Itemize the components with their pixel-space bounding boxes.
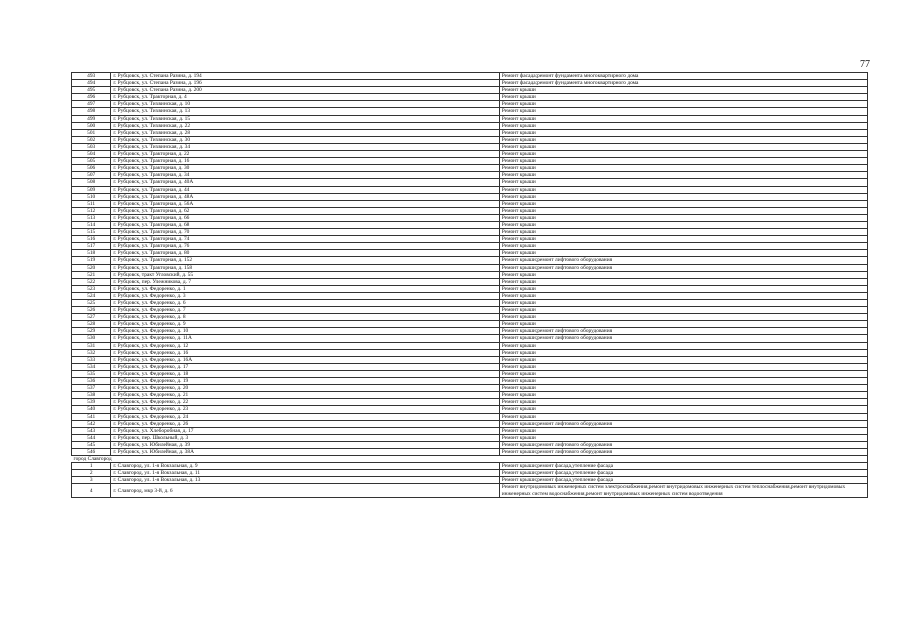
rubtsovsk-rows bbox=[72, 73, 868, 456]
row-number: 533 bbox=[72, 356, 111, 363]
row-address: г. Рубцовск, ул. Степана Разина, д. 200 bbox=[111, 87, 499, 94]
row-work-type: Ремонт крыши bbox=[499, 236, 867, 243]
table-row bbox=[72, 441, 868, 448]
row-work-type: Ремонт крыши bbox=[499, 101, 867, 108]
row-work-type: Ремонт крыши bbox=[499, 186, 867, 193]
row-number: 501 bbox=[72, 129, 111, 136]
row-address: г. Рубцовск, ул. Степана Разина, д. 196 bbox=[111, 80, 499, 87]
table-row bbox=[72, 328, 868, 335]
row-work-type: Ремонт крыши bbox=[499, 413, 867, 420]
row-number: 503 bbox=[72, 143, 111, 150]
table-row bbox=[72, 207, 868, 214]
table-row bbox=[72, 165, 868, 172]
table-row bbox=[72, 158, 868, 165]
row-number: 541 bbox=[72, 413, 111, 420]
row-address: г. Рубцовск, ул. Тракторная, д. 74 bbox=[111, 236, 499, 243]
row-work-type: Ремонт крыши bbox=[499, 349, 867, 356]
row-address: г. Рубцовск, ул. Федоренко, д. 21 bbox=[111, 392, 499, 399]
row-number: 526 bbox=[72, 307, 111, 314]
table-row bbox=[72, 87, 868, 94]
row-address: г. Рубцовск, ул. Юбилейная, д. 39 bbox=[111, 441, 499, 448]
row-address: г. Рубцовск, ул. Федоренко, д. 1 bbox=[111, 285, 499, 292]
row-work-type: Ремонт крыши bbox=[499, 392, 867, 399]
table-row bbox=[72, 427, 868, 434]
row-address: г. Рубцовск, ул. Тихвинская, д. 28 bbox=[111, 129, 499, 136]
table-row bbox=[72, 356, 868, 363]
row-address: г. Рубцовск, ул. Федоренко, д. 10 bbox=[111, 328, 499, 335]
table-row bbox=[72, 136, 868, 143]
table-row bbox=[72, 300, 868, 307]
row-address: г. Рубцовск, ул. Федоренко, д. 26 bbox=[111, 420, 499, 427]
table-row bbox=[72, 307, 868, 314]
table-row bbox=[72, 285, 868, 292]
table-row bbox=[72, 335, 868, 342]
row-address: г. Рубцовск, ул. Тихвинская, д. 30 bbox=[111, 136, 499, 143]
row-number: 496 bbox=[72, 94, 111, 101]
row-address: г. Рубцовск, ул. Степана Разина, д. 194 bbox=[111, 73, 499, 80]
row-address: г. Рубцовск, ул. Тракторная, д. 66 bbox=[111, 214, 499, 221]
row-work-type: Ремонт крыши bbox=[499, 342, 867, 349]
row-work-type: Ремонт крыши bbox=[499, 129, 867, 136]
row-number: 499 bbox=[72, 115, 111, 122]
row-number: 500 bbox=[72, 122, 111, 129]
table-row bbox=[72, 94, 868, 101]
table-row bbox=[72, 413, 868, 420]
row-work-type: Ремонт крыши;ремонт фасада,утепление фасада bbox=[499, 470, 867, 477]
row-address: г. Рубцовск, ул. Тракторная, д. 70 bbox=[111, 229, 499, 236]
row-work-type: Ремонт крыши bbox=[499, 94, 867, 101]
row-work-type: Ремонт крыши bbox=[499, 378, 867, 385]
row-work-type: Ремонт фасада;ремонт фундамента многоквартирного дома bbox=[499, 73, 867, 80]
row-address: г. Рубцовск, ул. Федоренко, д. 20 bbox=[111, 385, 499, 392]
row-address: г. Рубцовск, ул. Тракторная, д. 158 bbox=[111, 264, 499, 271]
table-row bbox=[72, 448, 868, 455]
row-address: г. Рубцовск, ул. Юбилейная, д. 38А bbox=[111, 448, 499, 455]
row-work-type: Ремонт крыши bbox=[499, 136, 867, 143]
row-address: г. Рубцовск, ул. Федоренко, д. 12 bbox=[111, 342, 499, 349]
row-number: 522 bbox=[72, 278, 111, 285]
row-work-type: Ремонт крыши bbox=[499, 87, 867, 94]
row-address: г. Рубцовск, ул. Федоренко, д. 17 bbox=[111, 363, 499, 370]
row-work-type: Ремонт крыши;ремонт фасада,утепление фасада bbox=[499, 477, 867, 484]
row-work-type: Ремонт крыши bbox=[499, 356, 867, 363]
row-address: г. Рубцовск, ул. Тракторная, д. 68 bbox=[111, 221, 499, 228]
row-address: г. Рубцовск, пер. Школьный, д. 3 bbox=[111, 434, 499, 441]
row-address: г. Славгород, ул. 1-я Вокзальная, д. 13 bbox=[111, 477, 499, 484]
row-work-type: Ремонт крыши;ремонт лифтового оборудования bbox=[499, 335, 867, 342]
row-work-type: Ремонт крыши bbox=[499, 243, 867, 250]
row-work-type: Ремонт крыши bbox=[499, 314, 867, 321]
table-row bbox=[72, 129, 868, 136]
row-work-type: Ремонт крыши bbox=[499, 406, 867, 413]
table-row bbox=[72, 385, 868, 392]
row-number: 545 bbox=[72, 441, 111, 448]
table-row bbox=[72, 271, 868, 278]
row-number: 523 bbox=[72, 285, 111, 292]
row-number: 542 bbox=[72, 420, 111, 427]
row-number: 513 bbox=[72, 214, 111, 221]
table-row bbox=[72, 250, 868, 257]
row-address: г. Славгород, ул. 1-я Вокзальная, д. 9 bbox=[111, 463, 499, 470]
table-row bbox=[72, 406, 868, 413]
table-row bbox=[72, 278, 868, 285]
page-number: 77 bbox=[860, 59, 870, 70]
slavgorod-section bbox=[72, 456, 868, 498]
row-address: г. Рубцовск, ул. Федоренко, д. 11А bbox=[111, 335, 499, 342]
row-address: г. Рубцовск, ул. Федоренко, д. 16А bbox=[111, 356, 499, 363]
row-number: 1 bbox=[72, 463, 111, 470]
table-row bbox=[72, 193, 868, 200]
table-row bbox=[72, 101, 868, 108]
row-address: г. Рубцовск, ул. Тракторная, д. 152 bbox=[111, 257, 499, 264]
row-address: г. Рубцовск, ул. Тракторная, д. 30 bbox=[111, 165, 499, 172]
row-work-type: Ремонт крыши;ремонт лифтового оборудования bbox=[499, 448, 867, 455]
row-address: г. Рубцовск, ул. Тракторная, д. 62 bbox=[111, 207, 499, 214]
row-address: г. Рубцовск, ул. Тракторная, д. 4 bbox=[111, 94, 499, 101]
table-row bbox=[72, 463, 868, 470]
row-address: г. Рубцовск, ул. Тракторная, д. 76 bbox=[111, 243, 499, 250]
table-row bbox=[72, 122, 868, 129]
repair-program-table bbox=[71, 72, 868, 498]
table-row bbox=[72, 229, 868, 236]
table-row bbox=[72, 221, 868, 228]
table-row bbox=[72, 378, 868, 385]
table-row bbox=[72, 236, 868, 243]
table-row bbox=[72, 434, 868, 441]
row-number: 494 bbox=[72, 80, 111, 87]
table-row bbox=[72, 73, 868, 80]
table-row bbox=[72, 470, 868, 477]
row-number: 502 bbox=[72, 136, 111, 143]
row-address: г. Рубцовск, ул. Тракторная, д. 22 bbox=[111, 151, 499, 158]
row-work-type: Ремонт крыши bbox=[499, 108, 867, 115]
row-number: 3 bbox=[72, 477, 111, 484]
row-number: 2 bbox=[72, 470, 111, 477]
row-address: г. Рубцовск, ул. Тракторная, д. 44 bbox=[111, 186, 499, 193]
row-work-type: Ремонт крыши bbox=[499, 292, 867, 299]
row-number: 506 bbox=[72, 165, 111, 172]
row-address: г. Рубцовск, ул. Тихвинская, д. 34 bbox=[111, 143, 499, 150]
row-number: 511 bbox=[72, 200, 111, 207]
table-row bbox=[72, 392, 868, 399]
row-number: 528 bbox=[72, 321, 111, 328]
row-work-type: Ремонт крыши bbox=[499, 214, 867, 221]
row-work-type: Ремонт крыши bbox=[499, 158, 867, 165]
row-number: 527 bbox=[72, 314, 111, 321]
row-address: г. Рубцовск, ул. Федоренко, д. 24 bbox=[111, 413, 499, 420]
row-number: 505 bbox=[72, 158, 111, 165]
table-row bbox=[72, 342, 868, 349]
table-row bbox=[72, 399, 868, 406]
table-row bbox=[72, 370, 868, 377]
row-number: 520 bbox=[72, 264, 111, 271]
row-number: 514 bbox=[72, 221, 111, 228]
row-work-type: Ремонт крыши bbox=[499, 179, 867, 186]
row-work-type: Ремонт крыши bbox=[499, 165, 867, 172]
row-number: 534 bbox=[72, 363, 111, 370]
row-address: г. Рубцовск, ул. Федоренко, д. 22 bbox=[111, 399, 499, 406]
row-work-type: Ремонт крыши;ремонт лифтового оборудования bbox=[499, 264, 867, 271]
row-address: г. Рубцовск, ул. Хлеборобная, д. 17 bbox=[111, 427, 499, 434]
row-work-type: Ремонт крыши bbox=[499, 122, 867, 129]
table-row bbox=[72, 314, 868, 321]
row-number: 508 bbox=[72, 179, 111, 186]
row-number: 519 bbox=[72, 257, 111, 264]
table-row bbox=[72, 363, 868, 370]
row-work-type: Ремонт крыши bbox=[499, 151, 867, 158]
row-number: 509 bbox=[72, 186, 111, 193]
table-row bbox=[72, 264, 868, 271]
table-row bbox=[72, 200, 868, 207]
row-work-type: Ремонт крыши;ремонт лифтового оборудования bbox=[499, 257, 867, 264]
row-address: г. Рубцовск, ул. Федоренко, д. 7 bbox=[111, 307, 499, 314]
row-number: 524 bbox=[72, 292, 111, 299]
row-work-type: Ремонт крыши bbox=[499, 115, 867, 122]
row-number: 515 bbox=[72, 229, 111, 236]
row-number: 535 bbox=[72, 370, 111, 377]
row-work-type: Ремонт крыши bbox=[499, 385, 867, 392]
row-address: г. Рубцовск, ул. Тихвинская, д. 15 bbox=[111, 115, 499, 122]
row-number: 538 bbox=[72, 392, 111, 399]
row-work-type: Ремонт крыши bbox=[499, 321, 867, 328]
row-address: г. Рубцовск, ул. Федоренко, д. 9 bbox=[111, 321, 499, 328]
row-address: г. Рубцовск, ул. Федоренко, д. 23 bbox=[111, 406, 499, 413]
row-work-type: Ремонт крыши;ремонт лифтового оборудования bbox=[499, 441, 867, 448]
row-work-type: Ремонт крыши;ремонт лифтового оборудования bbox=[499, 420, 867, 427]
row-number: 530 bbox=[72, 335, 111, 342]
row-work-type: Ремонт крыши bbox=[499, 427, 867, 434]
row-number: 516 bbox=[72, 236, 111, 243]
row-work-type: Ремонт крыши bbox=[499, 229, 867, 236]
table-row bbox=[72, 243, 868, 250]
table-row bbox=[72, 477, 868, 484]
row-number: 546 bbox=[72, 448, 111, 455]
row-work-type: Ремонт крыши bbox=[499, 399, 867, 406]
row-address: г. Рубцовск, ул. Тракторная, д. 40А bbox=[111, 179, 499, 186]
row-number: 537 bbox=[72, 385, 111, 392]
row-work-type: Ремонт крыши bbox=[499, 143, 867, 150]
table-row bbox=[72, 143, 868, 150]
row-number: 510 bbox=[72, 193, 111, 200]
row-work-type: Ремонт крыши bbox=[499, 370, 867, 377]
row-address: г. Рубцовск, ул. Федоренко, д. 18 bbox=[111, 370, 499, 377]
row-number: 544 bbox=[72, 434, 111, 441]
row-work-type: Ремонт крыши bbox=[499, 172, 867, 179]
row-work-type: Ремонт крыши bbox=[499, 193, 867, 200]
row-address: г. Славгород, мкр 3-й, д. 6 bbox=[111, 484, 499, 498]
table-row bbox=[72, 214, 868, 221]
table-row bbox=[72, 151, 868, 158]
row-address: г. Рубцовск, ул. Федоренко, д. 8 bbox=[111, 314, 499, 321]
row-number: 531 bbox=[72, 342, 111, 349]
row-work-type: Ремонт крыши;ремонт фасада,утепление фасада bbox=[499, 463, 867, 470]
row-number: 518 bbox=[72, 250, 111, 257]
row-work-type: Ремонт крыши bbox=[499, 363, 867, 370]
row-address: г. Рубцовск, ул. Тракторная, д. 80 bbox=[111, 250, 499, 257]
row-number: 4 bbox=[72, 484, 111, 498]
table-row bbox=[72, 179, 868, 186]
row-number: 498 bbox=[72, 108, 111, 115]
row-number: 536 bbox=[72, 378, 111, 385]
row-number: 493 bbox=[72, 73, 111, 80]
table-row bbox=[72, 186, 868, 193]
table-row bbox=[72, 115, 868, 122]
table-row bbox=[72, 108, 868, 115]
table-row bbox=[72, 80, 868, 87]
row-number: 507 bbox=[72, 172, 111, 179]
row-work-type: Ремонт крыши bbox=[499, 207, 867, 214]
row-work-type: Ремонт крыши bbox=[499, 250, 867, 257]
row-work-type: Ремонт крыши bbox=[499, 221, 867, 228]
row-work-type: Ремонт внутридомовых инженерных систем электроснабжения,ремонт внутридомовых инженерных систем теплоснабжения,ремонт внутридомовых инженерных систем водоснабжения,ремонт внутридомовых инженерных систем водоотведения bbox=[499, 484, 867, 498]
row-address: г. Рубцовск, ул. Тракторная, д. 56А bbox=[111, 200, 499, 207]
row-work-type: Ремонт крыши bbox=[499, 200, 867, 207]
section-title: город Славгород bbox=[72, 456, 868, 463]
row-number: 497 bbox=[72, 101, 111, 108]
table-row bbox=[72, 484, 868, 498]
table-row bbox=[72, 292, 868, 299]
row-number: 543 bbox=[72, 427, 111, 434]
row-address: г. Рубцовск, ул. Федоренко, д. 6 bbox=[111, 300, 499, 307]
row-work-type: Ремонт крыши bbox=[499, 307, 867, 314]
section-header-row bbox=[72, 456, 868, 463]
row-address: г. Рубцовск, ул. Тракторная, д. 34 bbox=[111, 172, 499, 179]
table-row bbox=[72, 349, 868, 356]
row-address: г. Рубцовск, ул. Тихвинская, д. 13 bbox=[111, 108, 499, 115]
row-work-type: Ремонт крыши bbox=[499, 434, 867, 441]
row-number: 525 bbox=[72, 300, 111, 307]
row-work-type: Ремонт крыши bbox=[499, 300, 867, 307]
row-address: г. Рубцовск, ул. Федоренко, д. 19 bbox=[111, 378, 499, 385]
row-address: г. Рубцовск, ул. Тракторная, д. 16 bbox=[111, 158, 499, 165]
row-address: г. Рубцовск, пер. Улежникова, д. 7 bbox=[111, 278, 499, 285]
row-number: 521 bbox=[72, 271, 111, 278]
row-work-type: Ремонт фасада;ремонт фундамента многоквартирного дома bbox=[499, 80, 867, 87]
table-row bbox=[72, 420, 868, 427]
row-number: 504 bbox=[72, 151, 111, 158]
row-number: 517 bbox=[72, 243, 111, 250]
table-row bbox=[72, 321, 868, 328]
table-row bbox=[72, 172, 868, 179]
row-work-type: Ремонт крыши;ремонт лифтового оборудования bbox=[499, 328, 867, 335]
row-work-type: Ремонт крыши bbox=[499, 285, 867, 292]
row-work-type: Ремонт крыши bbox=[499, 278, 867, 285]
row-number: 540 bbox=[72, 406, 111, 413]
row-number: 495 bbox=[72, 87, 111, 94]
row-number: 512 bbox=[72, 207, 111, 214]
row-address: г. Рубцовск, ул. Тракторная, д. 48А bbox=[111, 193, 499, 200]
row-address: г. Славгород, ул. 1-я Вокзальная, д. 11 bbox=[111, 470, 499, 477]
row-address: г. Рубцовск, ул. Тихвинская, д. 22 bbox=[111, 122, 499, 129]
row-number: 539 bbox=[72, 399, 111, 406]
row-work-type: Ремонт крыши bbox=[499, 271, 867, 278]
row-number: 532 bbox=[72, 349, 111, 356]
row-number: 529 bbox=[72, 328, 111, 335]
row-address: г. Рубцовск, ул. Федоренко, д. 3 bbox=[111, 292, 499, 299]
row-address: г. Рубцовск, ул. Федоренко, д. 16 bbox=[111, 349, 499, 356]
table-row bbox=[72, 257, 868, 264]
row-address: г. Рубцовск, ул. Тихвинская, д. 10 bbox=[111, 101, 499, 108]
row-address: г. Рубцовск, тракт Угловский, д. 55 bbox=[111, 271, 499, 278]
